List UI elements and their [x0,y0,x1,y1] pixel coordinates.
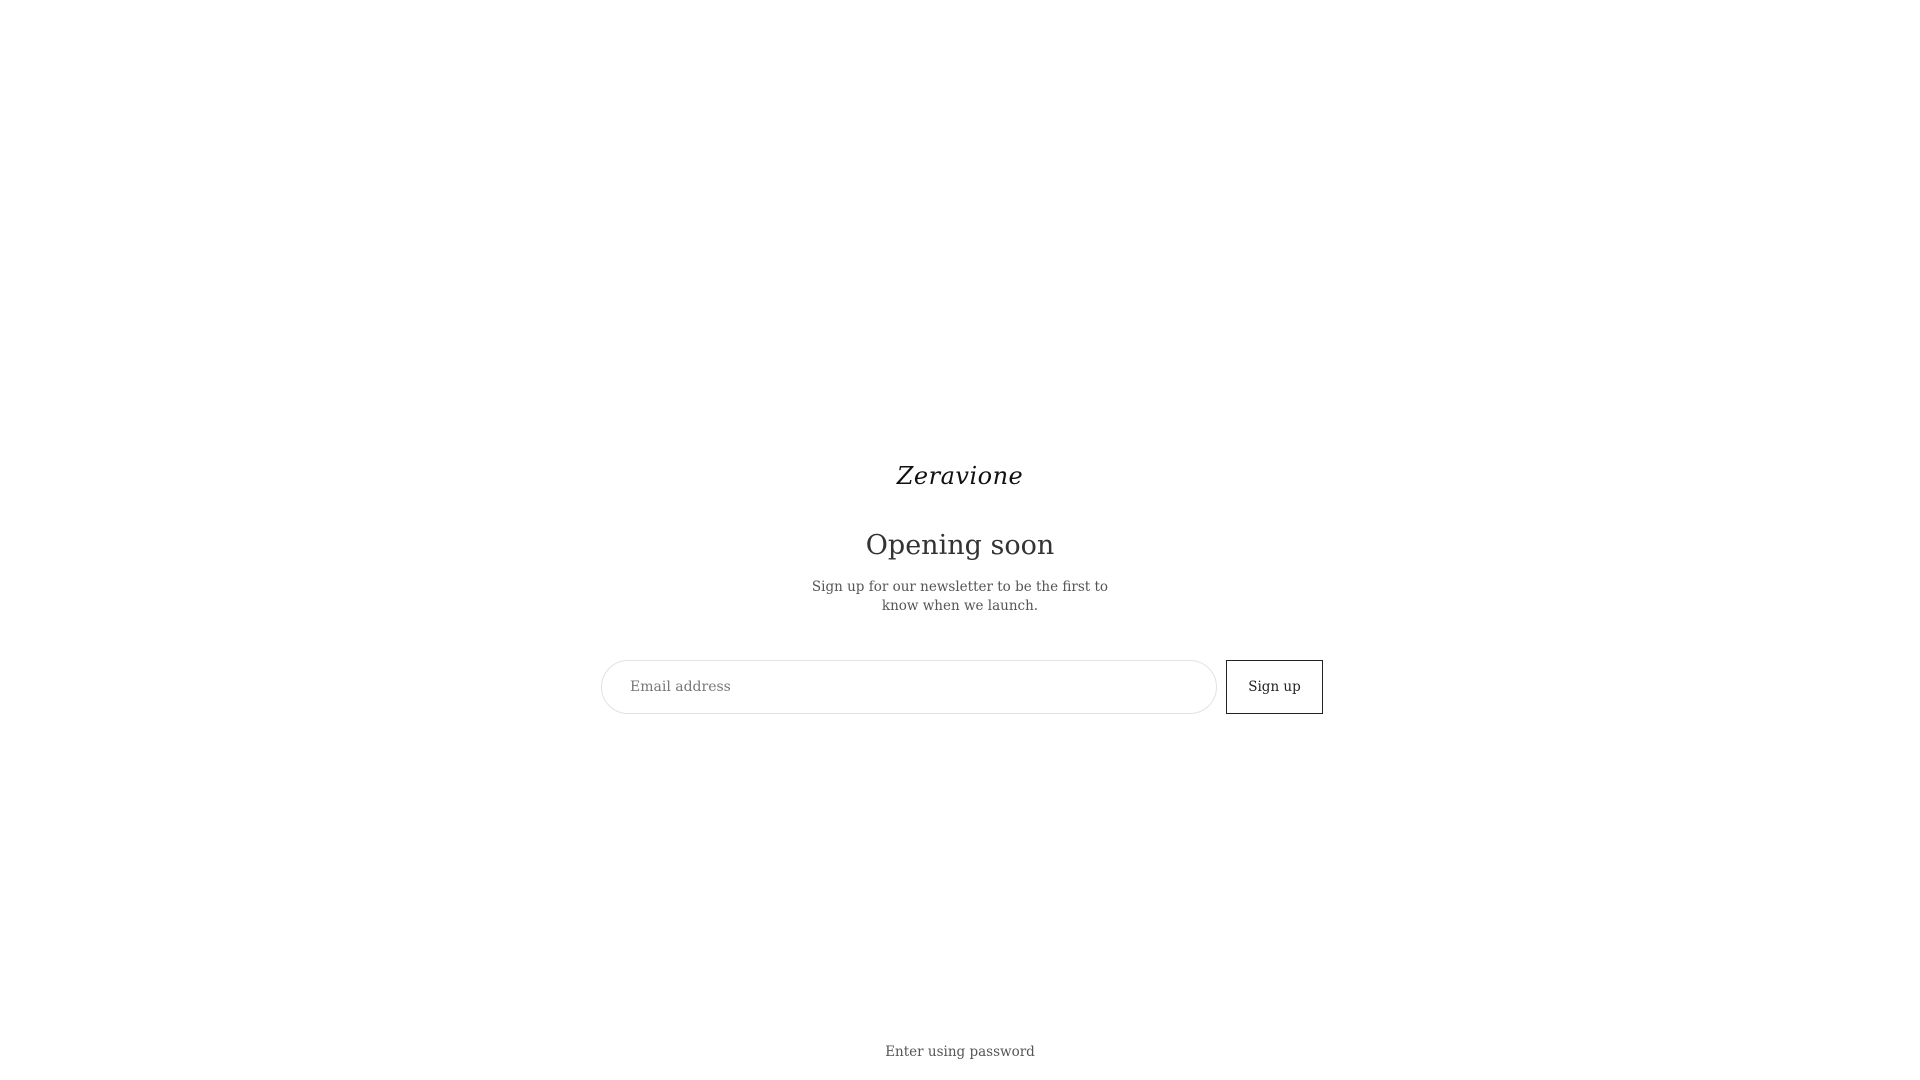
email-input[interactable] [601,660,1217,714]
newsletter-description: Sign up for our newsletter to be the first to know when we launch. [811,579,1109,614]
newsletter-form [601,660,1323,714]
sign-up-button[interactable]: Sign up [1226,660,1323,714]
page-title: Opening soon [865,530,1055,561]
password-entry [0,1044,1920,1060]
enter-password-link[interactable]: Enter using password [885,1044,1035,1060]
brand-logo: Zeravione [896,462,1024,490]
